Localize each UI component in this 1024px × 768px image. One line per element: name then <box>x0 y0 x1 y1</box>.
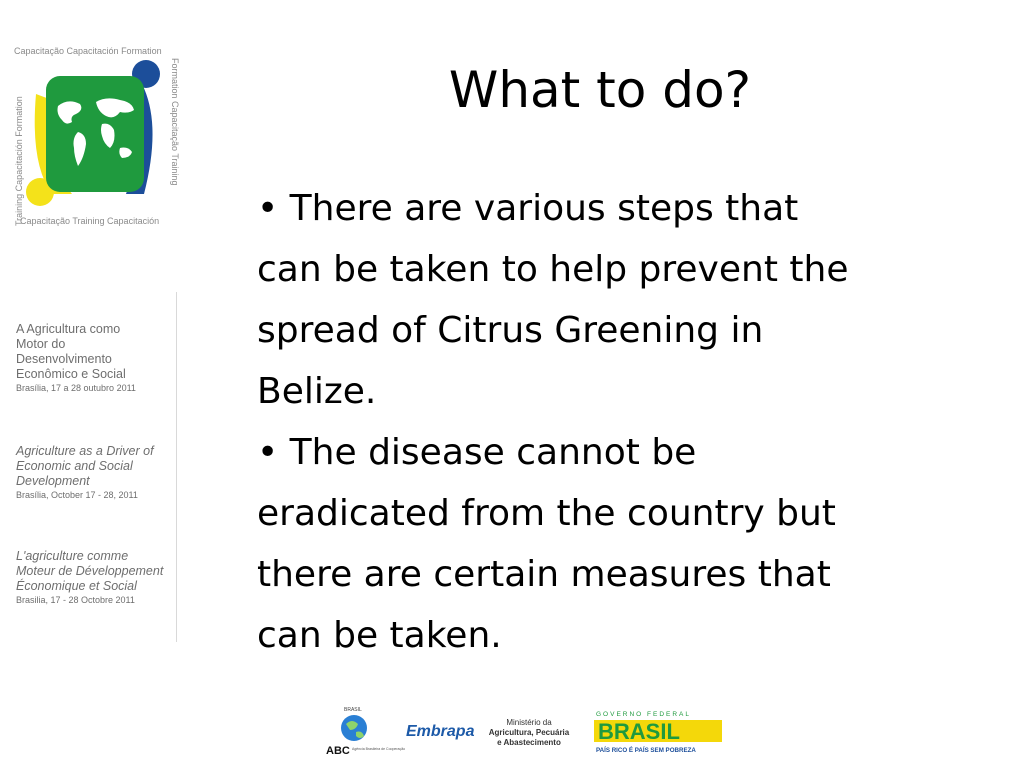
abc-label: ABC <box>326 745 350 757</box>
sidebar-en-line: Development <box>16 474 90 488</box>
embrapa-logo <box>406 718 476 742</box>
sidebar-en-line: Economic and Social <box>16 459 133 473</box>
logo-ring-bottom: Capacitação Training Capacitación <box>20 216 160 226</box>
bullet-line: can be taken. <box>257 615 502 656</box>
sidebar-pt-line: Econômico e Social <box>16 367 126 381</box>
bullet-line: eradicated from the country but <box>257 493 836 534</box>
sidebar-pt-date: Brasília, 17 a 28 outubro 2011 <box>16 383 136 393</box>
capacitacao-logo <box>12 44 182 230</box>
brasil-word: BRASIL <box>598 719 680 744</box>
bullet-item <box>257 178 957 422</box>
ministerio-line: Ministério da <box>506 718 552 727</box>
logo-ring-left: Training Capacitación Formation <box>14 96 24 226</box>
bullet-line: There are various steps that <box>278 188 799 229</box>
bullet-item <box>257 422 957 666</box>
abc-sub: Agência Brasileira de Cooperação <box>352 747 406 751</box>
gov-federal-text: GOVERNO FEDERAL <box>596 711 692 718</box>
brasil-gov-logo <box>594 708 722 756</box>
sidebar-divider <box>176 292 177 642</box>
footer-logos <box>322 704 722 758</box>
sidebar-en-line: Agriculture as a Driver of <box>16 444 154 458</box>
logo-green-square <box>46 76 144 192</box>
sidebar-block-portuguese <box>16 322 176 394</box>
bullet-line: can be taken to help prevent the <box>257 249 849 290</box>
abc-brasil-text: BRASIL <box>344 707 362 713</box>
bullet-marker: • <box>257 432 279 473</box>
sidebar-pt-line: Desenvolvimento <box>16 352 112 366</box>
ministerio-logo <box>486 718 572 748</box>
slide-title: What to do? <box>448 61 752 119</box>
ministerio-line: Agricultura, Pecuária <box>488 728 570 737</box>
slide-body <box>257 178 957 666</box>
embrapa-text: Embrapa <box>406 723 475 740</box>
bullet-line: there are certain measures that <box>257 554 831 595</box>
sidebar-en-date: Brasília, October 17 - 28, 2011 <box>16 490 138 500</box>
bullet-line: The disease cannot be <box>278 432 697 473</box>
sidebar-pt-line: Motor do <box>16 337 66 351</box>
ministerio-line: e Abastecimento <box>497 738 561 747</box>
sidebar-fr-line: L'agriculture comme <box>16 549 129 563</box>
sidebar-block-english <box>16 444 176 501</box>
bullet-line: Belize. <box>257 371 377 412</box>
sidebar-fr-line: Moteur de Développement <box>16 564 164 578</box>
bullet-marker: • <box>257 188 279 229</box>
brasil-slogan: PAÍS RICO É PAÍS SEM POBREZA <box>596 747 696 754</box>
bullet-line: spread of Citrus Greening in <box>257 310 764 351</box>
sidebar-block-french <box>16 549 176 606</box>
sidebar-fr-date: Brasilia, 17 - 28 Octobre 2011 <box>16 595 135 605</box>
logo-ring-right: Formation Capacitação Training <box>170 58 180 186</box>
logo-ring-top: Capacitação Capacitación Formation <box>14 46 162 56</box>
sidebar-fr-line: Économique et Social <box>16 579 137 593</box>
sidebar-pt-line: A Agricultura como <box>16 322 121 336</box>
abc-logo <box>322 704 406 758</box>
